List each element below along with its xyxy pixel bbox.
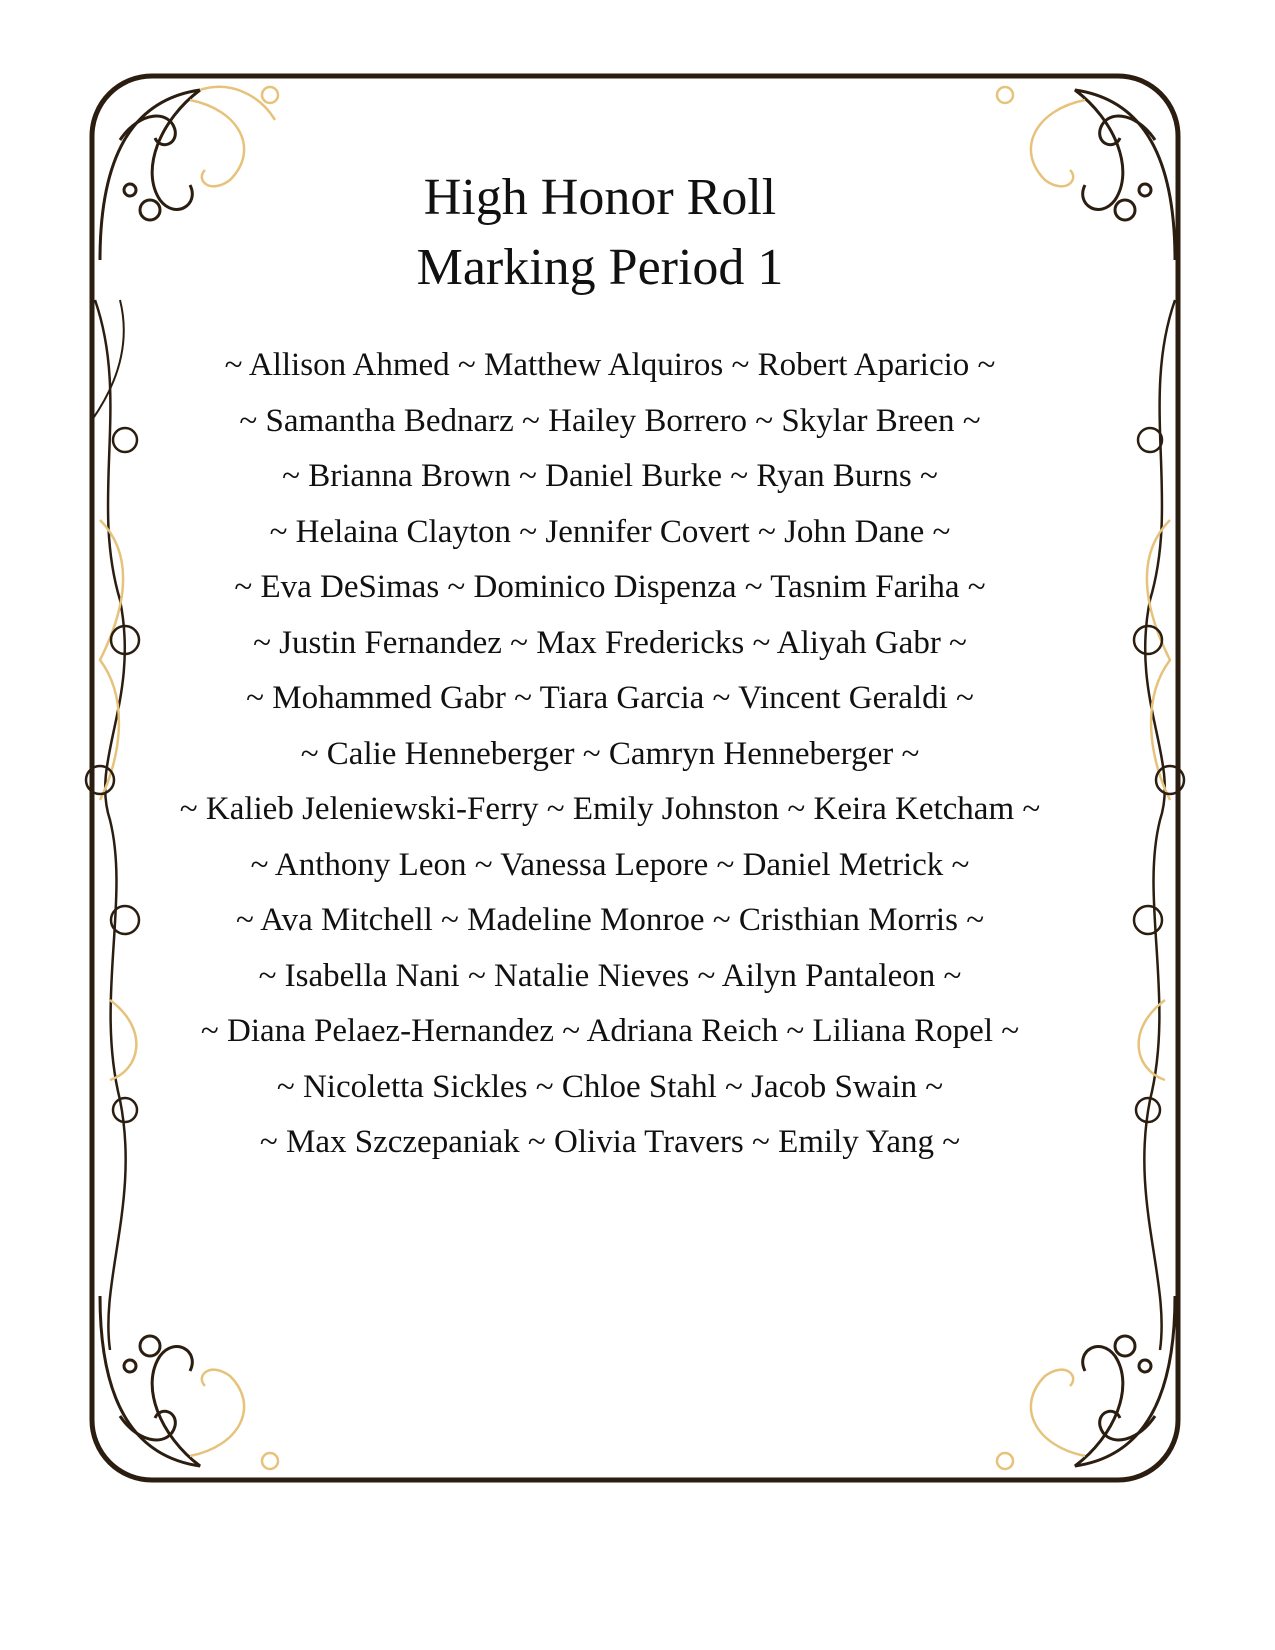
honor-roll-names [95,340,1125,1173]
names-line: ~ Anthony Leon ~ Vanessa Lepore ~ Daniel Metrick ~ [250,846,970,883]
corner-swirl-bottom-left-icon [100,1296,200,1466]
names-line: ~ Allison Ahmed ~ Matthew Alquiros ~ Robert Aparicio ~ [224,347,996,383]
names-line: ~ Justin Fernandez ~ Max Fredericks ~ Aliyah Gabr ~ [253,624,967,661]
names-line: ~ Samantha Bednarz ~ Hailey Borrero ~ Skylar Breen ~ [239,402,981,439]
names-line: ~ Brianna Brown ~ Daniel Burke ~ Ryan Burns ~ [282,458,938,494]
names-line: ~ Kalieb Jeleniewski-Ferry ~ Emily Johnston ~ Keira Ketcham ~ [179,791,1041,827]
names-line: ~ Ava Mitchell ~ Madeline Monroe ~ Cristhian Morris ~ [235,902,985,938]
names-line: ~ Calie Henneberger ~ Camryn Henneberger ~ [300,735,920,772]
page-subtitle: Marking Period 1 [416,239,784,296]
names-line: ~ Diana Pelaez-Hernandez ~ Adriana Reich ~ Liliana Ropel ~ [200,1013,1020,1049]
names-line: ~ Eva DeSimas ~ Dominico Dispenza ~ Tasnim Fariha ~ [234,569,986,605]
page-title: High Honor Roll [423,169,777,226]
names-line: ~ Isabella Nani ~ Natalie Nieves ~ Ailyn Pantaleon ~ [258,957,962,994]
names-line: ~ Mohammed Gabr ~ Tiara Garcia ~ Vincent Geraldi ~ [246,680,974,716]
corner-swirl-bottom-right-icon [1075,1296,1175,1466]
names-line: ~ Helaina Clayton ~ Jennifer Covert ~ John Dane ~ [269,513,951,550]
names-line: ~ Max Szczepaniak ~ Olivia Travers ~ Emily Yang ~ [259,1124,961,1160]
names-line: ~ Nicoletta Sickles ~ Chloe Stahl ~ Jacob Swain ~ [276,1068,944,1105]
